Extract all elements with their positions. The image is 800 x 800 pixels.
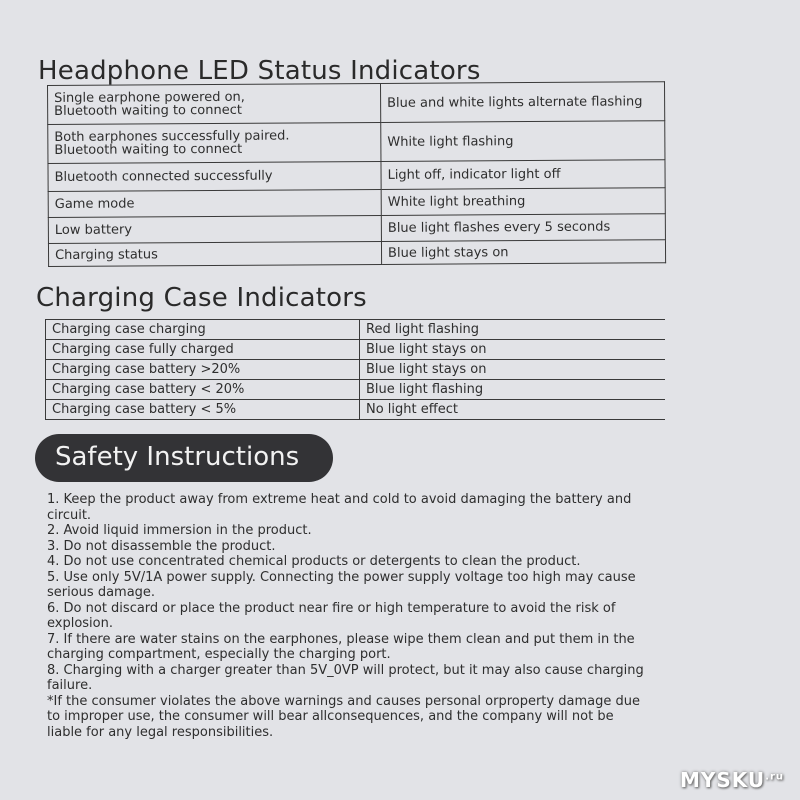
safety-title: Safety Instructions: [55, 442, 300, 472]
table-row: [48, 121, 665, 164]
status-line: Bluetooth waiting to connect: [54, 141, 243, 158]
watermark-suffix: .ru: [765, 771, 785, 783]
instruction-line: *If the consumer violates the above warnings and causes personal orproperty damage due: [47, 693, 640, 709]
instruction-line: 2. Avoid liquid immersion in the product.: [47, 523, 312, 538]
instruction-line: failure.: [47, 678, 93, 693]
status-cell: Charging case charging: [46, 320, 360, 340]
watermark-text: MYSKU: [680, 768, 766, 792]
instruction-line: 8. Charging with a charger greater than 5V_0VP will protect, but it may also cause charging: [47, 662, 644, 678]
table-row: [48, 160, 665, 192]
instruction-line: serious damage.: [47, 585, 156, 600]
indicator-cell: Red light flashing: [360, 320, 666, 340]
status-cell: Game mode: [48, 189, 381, 217]
status-cell: [48, 122, 381, 163]
instruction-line: explosion.: [47, 616, 113, 631]
table-row: [46, 360, 666, 380]
status-cell: [48, 83, 381, 124]
indicator-cell: White light flashing: [381, 121, 665, 162]
instruction-line: circuit.: [47, 507, 92, 523]
status-line: Bluetooth waiting to connect: [54, 102, 243, 119]
case-section-title: Charging Case Indicators: [36, 283, 367, 313]
table-row: [46, 380, 666, 400]
indicator-cell: Blue light stays on: [381, 240, 665, 265]
instruction-line: liable for any legal responsibilities.: [47, 724, 274, 740]
safety-instructions: [47, 492, 667, 740]
indicator-cell: Blue light stays on: [360, 340, 666, 360]
status-cell: Bluetooth connected successfully: [48, 161, 381, 191]
table-row: [46, 340, 666, 360]
charging-case-table: [45, 319, 665, 420]
indicator-cell: Blue light flashing: [360, 380, 666, 400]
status-line: Single earphone powered on,: [54, 89, 245, 106]
headphone-led-table: [47, 81, 666, 267]
status-cell: Low battery: [48, 215, 381, 243]
status-cell: Charging status: [48, 241, 381, 266]
indicator-cell: No light effect: [360, 400, 666, 420]
instruction-line: 1. Keep the product away from extreme heat and cold to avoid damaging the battery and: [47, 492, 632, 507]
status-cell: Charging case battery < 5%: [46, 400, 360, 420]
status-cell: Charging case battery < 20%: [46, 380, 360, 400]
table-row: [46, 320, 666, 340]
watermark-logo: [680, 768, 784, 792]
instruction-line: 4. Do not use concentrated chemical products or detergents to clean the product.: [47, 554, 581, 569]
headphone-section-title: Headphone LED Status Indicators: [38, 56, 481, 86]
indicator-cell: Blue light stays on: [360, 360, 666, 380]
table-row: [48, 240, 665, 267]
instruction-line: 7. If there are water stains on the earphones, please wipe them clean and put them in the: [47, 631, 635, 647]
indicator-cell: Blue and white lights alternate flashing: [380, 82, 664, 123]
instruction-line: charging compartment, especially the charging port.: [47, 647, 391, 662]
table-row: [48, 214, 665, 244]
status-cell: Charging case battery >20%: [46, 360, 360, 380]
indicator-cell: Blue light flashes every 5 seconds: [381, 214, 665, 242]
table-row: [48, 82, 665, 125]
table-row: [46, 400, 666, 420]
instruction-line: 6. Do not discard or place the product near fire or high temperature to avoid the risk of: [47, 600, 616, 616]
instruction-line: to improper use, the consumer will bear allconsequences, and the company will not be: [47, 709, 614, 724]
indicator-cell: White light breathing: [381, 188, 665, 216]
indicator-cell: Light off, indicator light off: [381, 160, 665, 190]
table-row: [48, 188, 665, 218]
status-cell: Charging case fully charged: [46, 340, 360, 360]
instruction-line: 3. Do not disassemble the product.: [47, 538, 276, 554]
instruction-line: 5. Use only 5V/1A power supply. Connecting the power supply voltage too high may cause: [47, 569, 636, 585]
safety-heading-pill: [35, 434, 333, 482]
status-line: Both earphones successfully paired.: [54, 128, 290, 145]
